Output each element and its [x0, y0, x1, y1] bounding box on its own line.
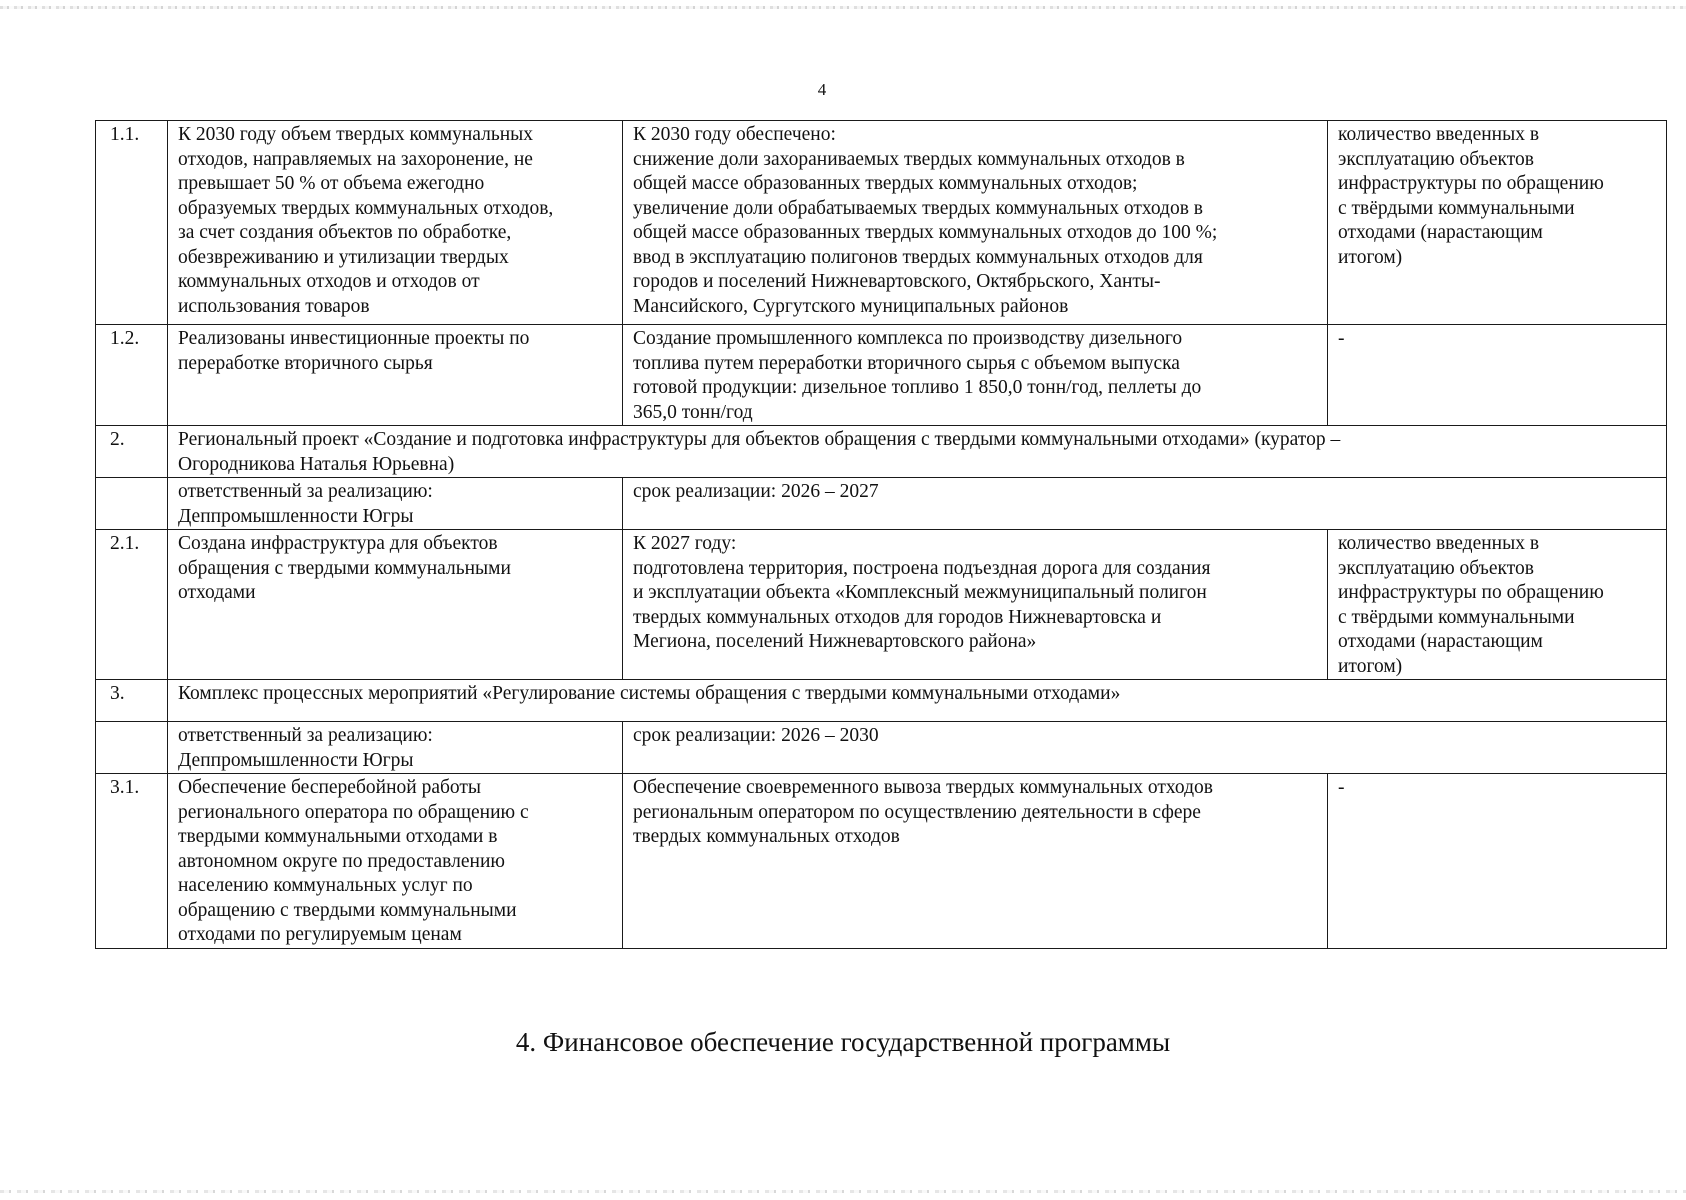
effect-cell-line: общей массе образованных твердых коммунальных отходов;: [633, 173, 1138, 194]
term-cell: [623, 722, 1667, 774]
responsible-cell-line: Деппромышленности Югры: [178, 749, 414, 771]
indicator-cell: [1328, 774, 1667, 949]
indicator-cell-line: -: [1338, 328, 1345, 349]
effect-cell-line: Мансийского, Сургутского муниципальных районов: [633, 295, 1069, 317]
task-cell-line: населению коммунальных услуг по: [178, 875, 473, 896]
term-cell-line: срок реализации: 2026 – 2030: [633, 725, 879, 746]
task-cell-line: за счет создания объектов по обработке,: [178, 222, 512, 243]
effect-cell-line: твердых коммунальных отходов для городов Нижневартовска и: [633, 606, 1162, 628]
indicator-cell-line: инфраструктуры по обращению: [1338, 173, 1604, 194]
indicator-cell-line: отходами (нарастающим: [1338, 222, 1543, 243]
effect-cell-line: К 2030 году обеспечено:: [633, 124, 836, 145]
scan-edge-bottom: [0, 1190, 1686, 1193]
row-number: 1.2.: [96, 325, 168, 426]
goals-table-body: [96, 121, 1667, 949]
responsible-cell: [168, 478, 623, 530]
effect-cell-line: Обеспечение своевременного вывоза твердых коммунальных отходов: [633, 777, 1213, 798]
effect-cell-line: топлива путем переработки вторичного сырья с объемом выпуска: [633, 352, 1180, 374]
task-cell: [168, 530, 623, 680]
task-cell-line: Обеспечение бесперебойной работы: [178, 777, 482, 798]
effect-cell-line: общей массе образованных твердых коммунальных отходов до 100 %;: [633, 222, 1218, 243]
table-row: [96, 774, 1667, 949]
indicator-cell-line: инфраструктуры по обращению: [1338, 582, 1604, 603]
effect-cell-line: увеличение доли обрабатываемых твердых коммунальных отходов в: [633, 197, 1204, 219]
task-cell-line: обращения с твердыми коммунальными: [178, 557, 511, 579]
effect-cell: [623, 774, 1328, 949]
effect-cell-line: ввод в эксплуатацию полигонов твердых коммунальных отходов для: [633, 246, 1203, 268]
task-cell-line: отходами по регулируемым ценам: [178, 924, 462, 945]
empty-number-cell: [96, 722, 168, 774]
effect-cell-line: Мегиона, поселений Нижневартовского района»: [633, 631, 1037, 652]
row-number: 2.1.: [96, 530, 168, 680]
table-row: [96, 680, 1667, 722]
effect-cell-line: Создание промышленного комплекса по производству дизельного: [633, 328, 1183, 349]
task-cell-line: Создана инфраструктура для объектов: [178, 533, 498, 554]
empty-number-cell: [96, 478, 168, 530]
term-cell: [623, 478, 1667, 530]
responsible-cell: [168, 722, 623, 774]
effect-cell-line: региональным оператором по осуществлению деятельности в сфере: [633, 801, 1201, 823]
indicator-cell-line: отходами (нарастающим: [1338, 631, 1543, 652]
task-cell-line: превышает 50 % от объема ежегодно: [178, 173, 485, 194]
indicator-cell: [1328, 530, 1667, 680]
task-cell-line: образуемых твердых коммунальных отходов,: [178, 197, 554, 219]
task-cell-line: регионального оператора по обращению с: [178, 801, 529, 823]
row-number: 3.1.: [96, 774, 168, 949]
row-number: 1.1.: [96, 121, 168, 325]
task-cell: [168, 325, 623, 426]
scan-edge-top: [0, 6, 1686, 9]
task-cell-line: автономном округе по предоставлению: [178, 850, 505, 872]
section-header-cell: [168, 426, 1667, 478]
task-cell-line: отходами: [178, 582, 256, 603]
table-row: [96, 478, 1667, 530]
effect-cell: [623, 530, 1328, 680]
effect-cell-line: и эксплуатации объекта «Комплексный межмуниципальный полигон: [633, 582, 1207, 603]
indicator-cell-line: количество введенных в: [1338, 124, 1540, 145]
effect-cell-line: К 2027 году:: [633, 533, 737, 554]
indicator-cell-line: с твёрдыми коммунальными: [1338, 606, 1575, 628]
table-row: [96, 325, 1667, 426]
responsible-cell-line: ответственный за реализацию:: [178, 481, 433, 502]
page-number: 4: [817, 80, 827, 99]
row-number: 2.: [96, 426, 168, 478]
effect-cell-line: подготовлена территория, построена подъездная дорога для создания: [633, 557, 1211, 579]
task-cell-line: отходов, направляемых на захоронение, не: [178, 148, 533, 170]
table-row: [96, 722, 1667, 774]
task-cell-line: обезвреживанию и утилизации твердых: [178, 246, 509, 268]
task-cell-line: Реализованы инвестиционные проекты по: [178, 328, 530, 349]
responsible-cell-line: ответственный за реализацию:: [178, 725, 433, 746]
section-title: 4. Финансовое обеспечение государственной программы: [515, 1027, 1171, 1057]
task-cell: [168, 121, 623, 325]
goals-table: [95, 120, 1667, 949]
indicator-cell-line: -: [1338, 777, 1345, 798]
section-header-cell: [168, 680, 1667, 722]
row-number: 3.: [96, 680, 168, 722]
effect-cell-line: готовой продукции: дизельное топливо 1 850,0 тонн/год, пеллеты до: [633, 377, 1202, 398]
indicator-cell-line: эксплуатацию объектов: [1338, 557, 1534, 579]
task-cell: [168, 774, 623, 949]
task-cell-line: коммунальных отходов и отходов от: [178, 271, 480, 292]
indicator-cell: [1328, 121, 1667, 325]
task-cell-line: обращению с твердыми коммунальными: [178, 899, 517, 921]
table-row: [96, 121, 1667, 325]
task-cell-line: переработке вторичного сырья: [178, 352, 433, 374]
table-row: [96, 426, 1667, 478]
effect-cell: [623, 121, 1328, 325]
section-header-cell-line: Комплекс процессных мероприятий «Регулирование системы обращения с твердыми коммунальными отходами»: [178, 683, 1121, 704]
table-row: [96, 530, 1667, 680]
indicator-cell: [1328, 325, 1667, 426]
task-cell-line: использования товаров: [178, 295, 370, 317]
indicator-cell-line: эксплуатацию объектов: [1338, 148, 1534, 170]
task-cell-line: К 2030 году объем твердых коммунальных: [178, 124, 534, 145]
effect-cell-line: твердых коммунальных отходов: [633, 826, 900, 847]
effect-cell-line: 365,0 тонн/год: [633, 401, 753, 423]
indicator-cell-line: итогом): [1338, 655, 1403, 677]
effect-cell-line: городов и поселений Нижневартовского, Октябрьского, Ханты-: [633, 271, 1161, 292]
indicator-cell-line: итогом): [1338, 246, 1403, 268]
section-header-cell-line: Огородникова Наталья Юрьевна): [178, 453, 455, 475]
effect-cell-line: снижение доли захораниваемых твердых коммунальных отходов в: [633, 148, 1185, 170]
effect-cell: [623, 325, 1328, 426]
indicator-cell-line: количество введенных в: [1338, 533, 1540, 554]
task-cell-line: твердыми коммунальными отходами в: [178, 826, 498, 847]
indicator-cell-line: с твёрдыми коммунальными: [1338, 197, 1575, 219]
section-header-cell-line: Региональный проект «Создание и подготовка инфраструктуры для объектов обращения с твердыми коммунальными отходами» (куратор –: [178, 429, 1341, 450]
term-cell-line: срок реализации: 2026 – 2027: [633, 481, 879, 502]
responsible-cell-line: Деппромышленности Югры: [178, 505, 414, 527]
